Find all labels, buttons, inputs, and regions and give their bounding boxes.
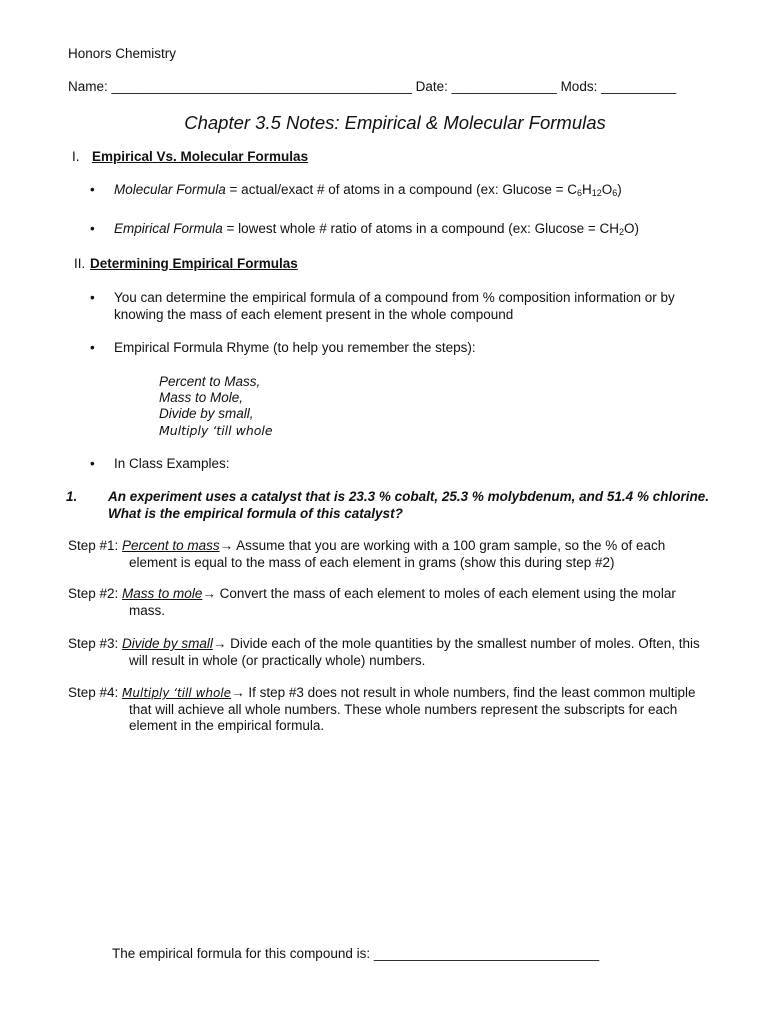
step-text-cont: element in the empirical formula. xyxy=(129,718,325,733)
bullet-icon: • xyxy=(90,290,95,305)
final-answer-line xyxy=(112,946,599,961)
empirical-formula-bullet xyxy=(114,221,639,236)
step-4 xyxy=(68,685,718,735)
step-text: If step #3 does not result in whole numbers, find the least common multiple xyxy=(244,685,696,700)
molecular-formula-bullet xyxy=(114,182,622,197)
step-label: Step #4: xyxy=(68,685,123,700)
term: Molecular Formula xyxy=(114,182,226,197)
step-3 xyxy=(68,636,718,669)
name-field[interactable]: ________________________________________ xyxy=(111,79,412,94)
subscript: 6 xyxy=(576,188,582,198)
arrow-icon: → xyxy=(212,636,227,651)
composition-bullet xyxy=(114,290,675,323)
closing: ) xyxy=(617,182,622,197)
question-line: An experiment uses a catalyst that is 23.3 % cobalt, 25.3 % molybdenum, and 51.4 % chlorine. xyxy=(108,489,709,504)
step-text-cont: element is equal to the mass of each element in grams (show this during step #2) xyxy=(129,554,615,570)
rhyme-line: Percent to Mass, xyxy=(159,374,261,389)
date-field[interactable]: ______________ xyxy=(451,79,557,94)
step-label: Step #2: xyxy=(68,586,123,601)
question-line: What is the empirical formula of this catalyst? xyxy=(108,505,403,521)
term: Empirical Formula xyxy=(114,221,223,236)
step-text: Divide each of the mole quantities by the smallest number of moles. Often, this xyxy=(226,636,700,651)
rhyme-line: Multiply ‘till whole xyxy=(159,423,273,438)
step-text: Assume that you are working with a 100 gram sample, so the % of each xyxy=(233,538,666,553)
name-label: Name: xyxy=(68,79,108,94)
final-label: The empirical formula for this compound is: xyxy=(112,946,374,961)
step-1 xyxy=(68,538,718,571)
section-number: II. xyxy=(74,256,86,271)
definition: = lowest whole # ratio of atoms in a compound (ex: Glucose = CH xyxy=(222,221,619,236)
element: H xyxy=(582,182,592,197)
subscript: 2 xyxy=(618,227,624,237)
step-key: Mass to mole xyxy=(122,586,203,601)
subscript: 12 xyxy=(591,188,602,198)
bullet-icon: • xyxy=(90,182,95,197)
closing: O) xyxy=(624,221,639,236)
example-question xyxy=(108,489,748,522)
page-title: Chapter 3.5 Notes: Empirical & Molecular Formulas xyxy=(184,112,606,133)
date-label: Date: xyxy=(415,79,448,94)
section-title: Determining Empirical Formulas xyxy=(90,256,298,271)
bullet-line: knowing the mass of each element present in the whole compound xyxy=(114,306,514,322)
arrow-icon: → xyxy=(231,685,245,700)
section-heading-2 xyxy=(74,256,298,271)
bullet-line: You can determine the empirical formula of a compound from % composition information or by xyxy=(114,290,675,305)
arrow-icon: → xyxy=(219,538,234,553)
example-number: 1. xyxy=(66,489,78,504)
mods-label: Mods: xyxy=(560,79,598,94)
section-number: I. xyxy=(72,149,80,164)
bullet-icon: • xyxy=(90,221,95,236)
section-heading-1 xyxy=(72,149,308,164)
header-fields xyxy=(68,79,676,94)
answer-field[interactable]: ______________________________ xyxy=(373,946,600,961)
step-text-cont: will result in whole (or practically whole) numbers. xyxy=(129,652,426,668)
examples-bullet: In Class Examples: xyxy=(114,456,230,471)
rhyme-line: Divide by small, xyxy=(159,406,254,421)
course-title: Honors Chemistry xyxy=(68,46,177,61)
subscript: 6 xyxy=(612,188,618,198)
step-label: Step #1: xyxy=(68,538,123,553)
arrow-icon: → xyxy=(202,586,216,601)
rhyme-bullet: Empirical Formula Rhyme (to help you remember the steps): xyxy=(114,340,476,355)
step-2 xyxy=(68,586,718,619)
definition: = actual/exact # of atoms in a compound (ex: Glucose = C xyxy=(225,182,577,197)
step-label: Step #3: xyxy=(68,636,123,651)
element: O xyxy=(601,182,613,197)
step-text-cont: mass. xyxy=(129,602,166,618)
step-text-cont: that will achieve all whole numbers. These whole numbers represent the subscripts for each xyxy=(129,701,678,717)
step-key: Divide by small xyxy=(122,636,213,651)
step-key: Multiply ‘till whole xyxy=(122,686,232,700)
rhyme-line: Mass to Mole, xyxy=(159,390,244,405)
section-title: Empirical Vs. Molecular Formulas xyxy=(92,149,309,164)
mods-field[interactable]: __________ xyxy=(601,79,677,94)
bullet-icon: • xyxy=(90,340,95,355)
bullet-icon: • xyxy=(90,456,95,471)
step-key: Percent to mass xyxy=(122,538,220,553)
step-text: Convert the mass of each element to moles of each element using the molar xyxy=(215,586,676,601)
